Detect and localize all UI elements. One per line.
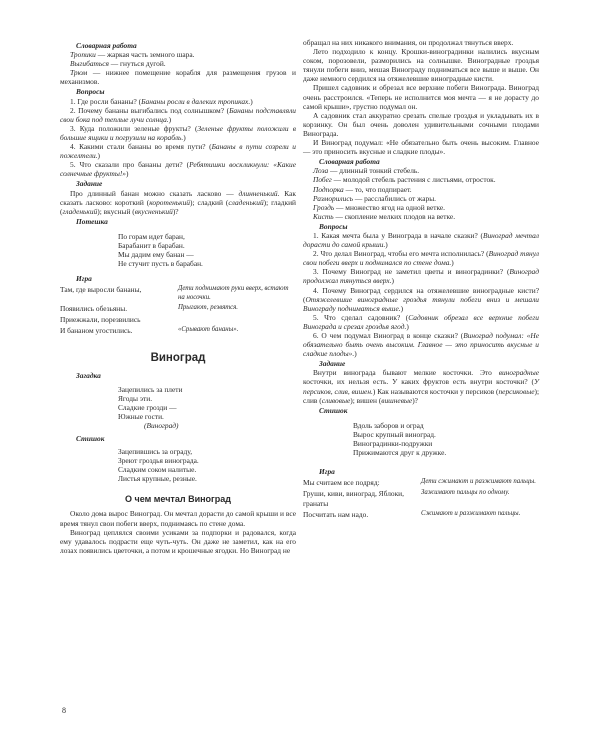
story-title: О чем мечтал Виноград <box>125 494 231 505</box>
poem-line: Барабанит в барабан. <box>118 240 185 250</box>
left-column <box>60 40 296 555</box>
question: 2. Почему бананы выгибались под солнышком? (Бананы подставляли свои бока под теплые лучи солнца.) <box>60 105 296 124</box>
game-row: Появились обезьяны. Прыгают, резвятся. <box>60 304 239 314</box>
poem-line: По горам идет баран, <box>118 231 185 241</box>
rhyme-heading: Потешка <box>76 216 108 226</box>
game-row: Там, где выросли бананы, Дети поднимают руки вверх, встают на носочки. <box>60 285 289 301</box>
vocab-entry: Побег — молодой стебель растения с листьями, отросток. <box>313 175 496 185</box>
verse-poem <box>60 447 296 483</box>
page-number: 8 <box>62 706 66 715</box>
riddle-answer: (Виноград) <box>144 420 179 430</box>
story-paragraph: И Виноград подумал: «Не обязательно быть очень высоким. Главное — это приносить вкусные и сладкие плоды». <box>303 138 539 157</box>
story-paragraph: обращал на них никакого внимания, он продолжал тянуться вверх. <box>303 38 514 47</box>
task-heading: Задание <box>76 179 103 189</box>
game-table <box>303 478 539 518</box>
question: 6. О чем подумал Виноград в конце сказки? (Виноград подумал: «Не обязательно быть очень высоким. Главное — это приносить вкусные и сладкие плоды».) <box>303 331 540 359</box>
vocab-entry: Гроздь — множество ягод на одной ветке. <box>313 202 445 212</box>
verse-heading: Стишок <box>76 434 105 443</box>
game-row: Приежжали, порезвились <box>60 315 141 325</box>
game-heading: Игра <box>319 467 335 477</box>
vocab-entry: Разморились — расслабились от жары. <box>313 193 437 203</box>
right-column <box>303 38 539 521</box>
vocab-heading: Словарная работа <box>319 157 380 167</box>
poem-line: Сладким соком налитые. <box>118 465 197 475</box>
game-row: Груши, киви, виноград, Яблоки, гранаты Зажимают пальцы по одному. <box>303 489 510 508</box>
poem-line: Прижимаются друг к дружке. <box>353 448 447 458</box>
story-paragraph: А садовник стал аккуратно срезать спелые гроздья и укладывать их в корзинку. Он был очень доволен удивительными сочными плодами Винограда. <box>303 110 539 138</box>
story-paragraph: Около дома вырос Виноград. Он мечтал дорасти до самой крыши и все время тянул свои побеги вверх, поднимаясь по стене дома. <box>60 509 296 528</box>
story-paragraph: Пришел садовник и обрезал все верхние побеги Винограда. Виноград очень расстроился. «Теперь не исполнится моя мечта — я не дорасту до самой крыши», грустно подумал он. <box>303 83 539 111</box>
riddle-poem <box>60 385 296 430</box>
game-heading: Игра <box>76 274 92 284</box>
vocab-entry: Кисть — скопление мелких плодов на ветке. <box>313 211 456 221</box>
game-row: Мы считаем все подряд: Дети сжимают и разжимают пальцы. <box>303 478 536 488</box>
task-text: Про длинный банан можно сказать ласково — длинненький. Как сказать ласково: короткий (коротенький); сладкий (сладенький); гладкий (гладенький); вкусный (вкусненький)? <box>60 188 296 216</box>
vocab-entry: Лоза — длинный тонкий стебель. <box>313 166 420 176</box>
poem-line: Зреют гроздья винограда. <box>118 456 199 466</box>
question: 2. Что делал Виноград, чтобы его мечта исполнилась? (Виноград тянул свои побеги вверх и поднимался по стене дома.) <box>303 249 539 268</box>
poem-line: Зацепившись за ограду, <box>118 447 193 457</box>
verse-heading: Стишок <box>319 405 348 415</box>
questions-heading: Вопросы <box>319 221 348 231</box>
poem-line: Вдоль заборов и оград <box>353 420 424 430</box>
question: 1. Какая мечта была у Винограда в начале сказки? (Виноград мечтал дорасти до самой крыши.) <box>303 230 539 250</box>
question: 3. Почему Виноград не заметил цветы и виноградинки? (Виноград продолжал тянуться вверх.) <box>303 267 539 286</box>
rhyme-poem <box>60 232 296 268</box>
poem-line: Зацепились за плети <box>118 384 183 394</box>
questions-heading: Вопросы <box>76 87 105 97</box>
question: 5. Что сделал садовник? (Садовник обрезал все верхние побеги Винограда и срезал гроздья ягод.) <box>303 312 539 331</box>
vocab-entry: Выгибаться — гнуться дугой. <box>70 59 166 69</box>
vocab-entry: Трюм — нижнее помещение корабля для размещения грузов и механизмов. <box>60 68 296 87</box>
poem-line: Виноградинки-подружки <box>353 439 433 449</box>
poem-line: Южные гости. <box>118 411 164 421</box>
task-heading: Задание <box>319 359 346 369</box>
vocab-heading: Словарная работа <box>76 41 137 50</box>
story-paragraph: Виноград цеплялся своими усиками за подпорки и радовался, когда ему удавалось подрасти еще чуть-чуть. Он даже не заметил, как на его лозах появились цветочки, а потом и крошечные ягодки. Но Виноград не <box>60 527 296 555</box>
vocab-entry: Тропики — жаркая часть земного шара. <box>70 50 195 60</box>
question: 4. Почему Виноград сердился на отяжелевшие виноградные кисти? (Отяжелевшие виноградные гроздья тянули побеги вниз и мешали Винограду подниматься выше.) <box>303 285 539 313</box>
story-paragraph: Лето подходило к концу. Крошки-виноградинки налились вкусным соком, порозовели, разморились на солнышке. Виноградные гроздья тянули побеги вниз, мешая Винограду подниматься все выше и выше. Он даже немного сердился на отяжелевшие виноградные кисти. <box>303 47 539 84</box>
game-row: И бананом угостились. «Срывают бананы». <box>60 326 239 336</box>
poem-line: Ягоды эти. <box>118 393 153 403</box>
riddle-heading: Загадка <box>76 371 101 381</box>
question: 4. Какими стали бананы во время пути? (Бананы в пути созрели и пожелтели.) <box>60 142 296 161</box>
game-row: Посчитать нам надо. Сжимают и разжимают пальцы. <box>303 509 521 519</box>
task-text: Внутри винограда бывают мелкие косточки. Это виноградные косточки, их нельзя есть. У каких фруктов есть внутри косточки? (У персиков, слив, вишен.) Как называются косточки у персиков (персиковые); слив (сливовые); вишен (вишневые)? <box>303 368 539 405</box>
question: 3. Куда положили зеленые фрукты? (Зеленые фрукты положили в большие ящики и погрузили на корабль.) <box>60 123 297 142</box>
game-table <box>60 285 296 335</box>
question: 5. Что сказали про бананы дети? (Ребятишки воскликнули: «Какие солнечные фрукты!») <box>60 160 296 179</box>
poem-line: Мы дадим ему банан — <box>118 250 194 260</box>
poem-line: Не стучит пусть в барабан. <box>118 259 203 269</box>
question: 1. Где росли бананы? (Бананы росли в далеких тропиках.) <box>70 96 253 106</box>
poem-line: Вырос крупный виноград. <box>353 429 436 439</box>
vocab-entry: Подпорка — то, что подпирает. <box>313 184 412 194</box>
section-title: Виноград <box>150 352 206 365</box>
verse-poem <box>303 421 539 457</box>
poem-line: Листья крупные, резные. <box>118 474 197 484</box>
poem-line: Сладкие грозди — <box>118 402 177 412</box>
